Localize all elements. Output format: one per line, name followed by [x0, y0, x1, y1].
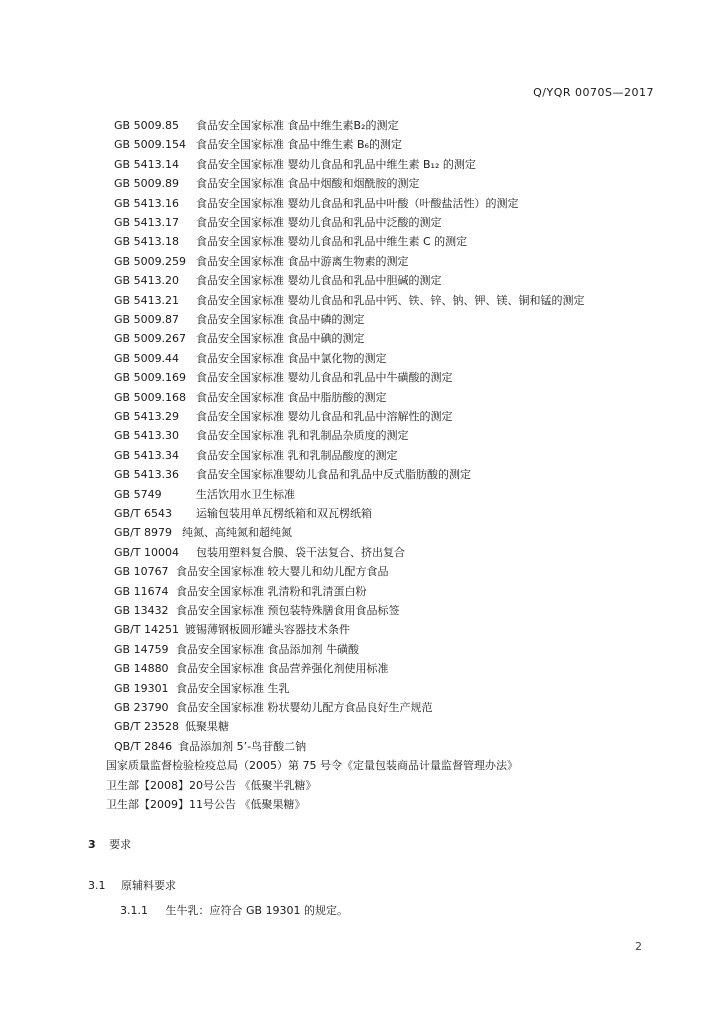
reference-code: GB 5413.21 — [114, 293, 180, 307]
reference-title: 食品安全国家标准 乳和乳制品杂质度的测定 — [196, 429, 409, 443]
reference-title: 食品安全国家标准 婴幼儿食品和乳品中溶解性的测定 — [196, 410, 453, 423]
reference-title: 国家质量监督检验检疫总局（2005）第 75 号令《定量包装商品计量监督管理办法》 — [106, 759, 518, 773]
clause-3-1-1-text: 生牛乳：应符合 GB 19301 的规定。 — [165, 904, 349, 917]
document-id-header: Q/YQR 0070S—2017 — [533, 86, 654, 99]
reference-row — [114, 740, 306, 754]
reference-row — [114, 138, 402, 152]
reference-row — [114, 701, 433, 715]
reference-code: GB 14880 — [114, 662, 169, 676]
section-3-title: 要求 — [109, 838, 132, 851]
reference-row — [114, 662, 389, 676]
section-3-1-heading — [88, 877, 176, 893]
reference-code: GB 10767 — [114, 565, 169, 579]
reference-title: 运输包装用单瓦楞纸箱和双瓦楞纸箱 — [196, 507, 372, 520]
reference-code: GB 5413.17 — [114, 216, 180, 229]
reference-row — [114, 254, 409, 269]
reference-row — [114, 604, 400, 618]
reference-row — [114, 235, 468, 249]
reference-title: 食品安全国家标准 粉状婴幼儿配方食品良好生产规范 — [176, 701, 433, 714]
reference-title: 食品安全国家标准 食品中脂肪酸的测定 — [196, 390, 387, 404]
reference-title: 食品安全国家标准 食品中维生素 B₆的测定 — [196, 138, 402, 152]
reference-row — [114, 545, 405, 560]
reference-code: GB 5009.44 — [114, 351, 180, 365]
reference-title: 食品添加剂 5’-鸟苷酸二钠 — [178, 739, 307, 753]
reference-row — [114, 216, 442, 230]
reference-title: 食品安全国家标准 预包装特殊膳食用食品标签 — [176, 604, 400, 617]
reference-title: 食品安全国家标准 婴幼儿食品和乳品中牛磺酸的测定 — [196, 371, 453, 385]
reference-row — [114, 351, 387, 366]
reference-row — [114, 565, 389, 579]
reference-title: 包装用塑料复合膜、袋干法复合、挤出复合 — [196, 545, 405, 559]
section-3-1-title: 原辅料要求 — [121, 879, 176, 892]
reference-code: GB 5413.34 — [114, 448, 180, 462]
reference-code: GB 5749 — [114, 487, 162, 501]
reference-row — [106, 779, 317, 793]
reference-title: 食品安全国家标准 食品中烟酸和烟酰胺的测定 — [196, 177, 420, 191]
reference-code: GB 5009.259 — [114, 254, 187, 268]
reference-code: GB 14759 — [114, 642, 169, 656]
reference-title: 食品安全国家标准 食品中磷的测定 — [196, 313, 365, 326]
reference-row — [114, 429, 409, 443]
reference-title: 食品安全国家标准 婴幼儿食品和乳品中胆碱的测定 — [196, 274, 442, 288]
reference-code: GB 5009.168 — [114, 390, 187, 404]
reference-title: 食品安全国家标准 婴幼儿食品和乳品中维生素 C 的测定 — [196, 235, 468, 249]
reference-code: GB 5009.169 — [114, 371, 187, 385]
reference-code: GB 5009.154 — [114, 138, 187, 152]
reference-title: 镀锡薄钢板圆形罐头容器技术条件 — [185, 623, 350, 637]
reference-row — [114, 681, 290, 696]
reference-code: GB 5413.36 — [114, 468, 180, 482]
reference-row — [114, 196, 519, 211]
reference-code: GB 5413.20 — [114, 274, 180, 288]
reference-title: 生活饮用水卫生标准 — [196, 487, 295, 501]
reference-row — [114, 390, 387, 405]
reference-code: GB 13432 — [114, 604, 169, 617]
reference-row — [114, 468, 471, 482]
reference-code: GB 5009.85 — [114, 119, 180, 132]
reference-row — [114, 371, 453, 385]
section-3-1-number: 3.1 — [88, 879, 106, 892]
reference-code: GB 5413.30 — [114, 429, 180, 443]
reference-code: GB 11674 — [114, 584, 169, 598]
reference-code: GB 23790 — [114, 701, 169, 714]
reference-row — [114, 720, 229, 734]
reference-row — [114, 623, 350, 637]
reference-row — [114, 119, 399, 133]
reference-code: GB/T 23528 — [114, 720, 179, 734]
reference-row — [114, 274, 442, 288]
reference-title: 卫生部【2008】20号公告 《低聚半乳糖》 — [106, 778, 317, 792]
clause-3-1-1 — [120, 902, 348, 918]
reference-code: QB/T 2846 — [114, 739, 173, 753]
reference-code: GB 5009.267 — [114, 332, 187, 346]
reference-row — [114, 177, 420, 191]
reference-title: 食品安全国家标准 较大婴儿和幼儿配方食品 — [176, 565, 389, 579]
reference-row — [114, 487, 295, 502]
reference-title: 卫生部【2009】11号公告 《低聚果糖》 — [106, 798, 306, 811]
reference-row — [114, 507, 372, 521]
reference-title: 食品安全国家标准婴幼儿食品和乳品中反式脂肪酸的测定 — [196, 468, 471, 482]
reference-row — [106, 759, 518, 773]
reference-row — [106, 798, 306, 812]
reference-title: 食品安全国家标准 婴幼儿食品和乳品中叶酸（叶酸盐活性）的测定 — [196, 196, 519, 210]
reference-title: 食品安全国家标准 乳和乳制品酸度的测定 — [196, 448, 398, 462]
reference-code: GB/T 14251 — [114, 623, 179, 637]
reference-title: 纯氮、高纯氮和超纯氮 — [182, 526, 292, 540]
page-number: 2 — [635, 940, 642, 953]
reference-code: GB 5413.14 — [114, 157, 180, 171]
reference-title: 食品安全国家标准 婴幼儿食品和乳品中泛酸的测定 — [196, 216, 442, 229]
reference-row — [114, 313, 365, 327]
reference-title: 食品安全国家标准 婴幼儿食品和乳品中维生素 B₁₂ 的测定 — [196, 157, 476, 171]
reference-code: GB 5009.89 — [114, 177, 180, 191]
section-3-number: 3 — [88, 838, 96, 851]
reference-code: GB/T 8979 — [114, 526, 172, 540]
reference-title: 食品安全国家标准 食品添加剂 牛磺酸 — [176, 642, 359, 656]
reference-row — [114, 448, 398, 463]
reference-row — [114, 410, 453, 424]
reference-title: 食品安全国家标准 食品中氯化物的测定 — [196, 351, 387, 365]
reference-row — [114, 157, 476, 172]
reference-title: 食品安全国家标准 乳清粉和乳清蛋白粉 — [176, 584, 367, 598]
reference-code: GB/T 6543 — [114, 507, 172, 520]
reference-row — [114, 584, 367, 599]
reference-title: 低聚果糖 — [185, 720, 229, 734]
reference-code: GB 5413.18 — [114, 235, 180, 249]
reference-code: GB 19301 — [114, 681, 169, 695]
reference-row — [114, 293, 585, 308]
reference-title: 食品安全国家标准 婴幼儿食品和乳品中钙、铁、锌、钠、钾、镁、铜和锰的测定 — [196, 293, 585, 307]
reference-code: GB 5413.29 — [114, 410, 180, 423]
reference-title: 食品安全国家标准 食品中维生素B₂的测定 — [196, 119, 399, 132]
reference-code: GB 5413.16 — [114, 196, 180, 210]
reference-title: 食品安全国家标准 食品中碘的测定 — [196, 332, 365, 346]
reference-row — [114, 332, 365, 346]
reference-code: GB/T 10004 — [114, 545, 179, 559]
reference-title: 食品安全国家标准 食品中游离生物素的测定 — [196, 254, 409, 268]
reference-code: GB 5009.87 — [114, 313, 180, 326]
reference-row — [114, 526, 292, 540]
reference-title: 食品安全国家标准 生乳 — [176, 681, 290, 695]
reference-title: 食品安全国家标准 食品营养强化剂使用标准 — [176, 662, 389, 676]
clause-3-1-1-number: 3.1.1 — [120, 904, 148, 917]
reference-row — [114, 642, 359, 657]
section-3-heading — [88, 836, 131, 852]
